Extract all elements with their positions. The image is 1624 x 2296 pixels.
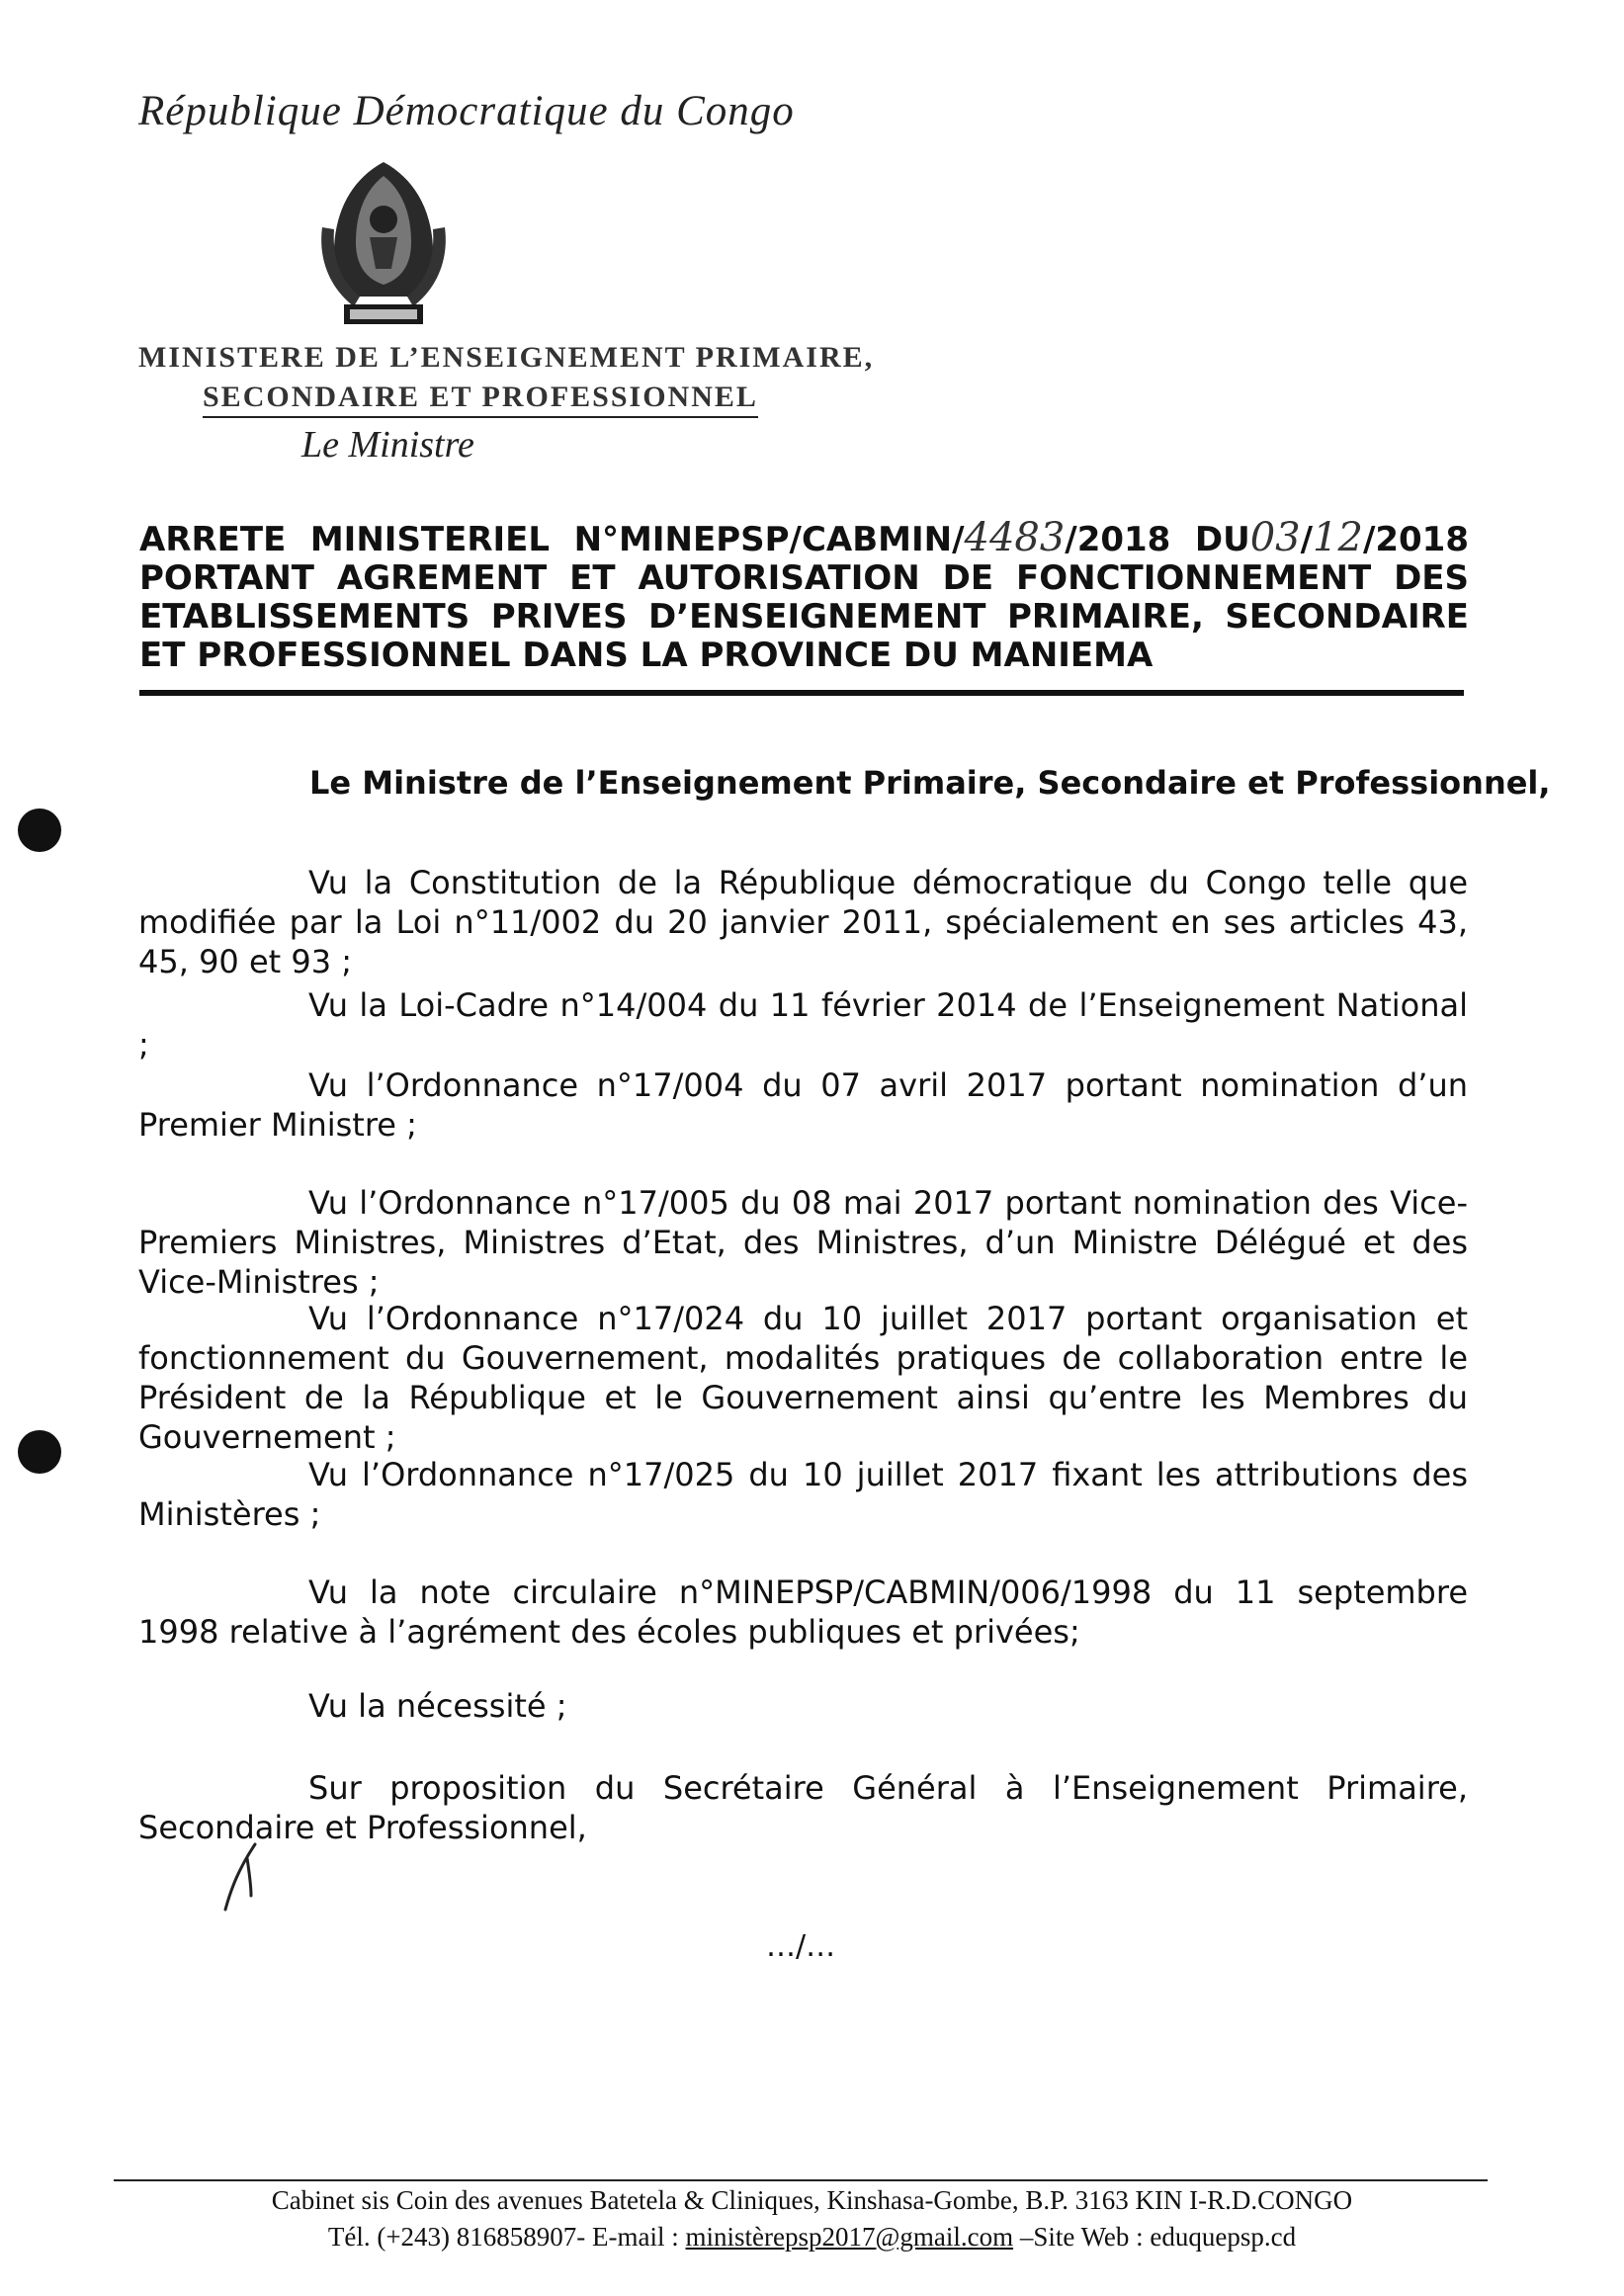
footer-email-link[interactable]: ministèrepsp2017@gmail.com [685,2222,1014,2252]
decree-reference-middle: /2018 DU [1065,520,1250,559]
date-separator: / [1300,520,1314,559]
initials-signature-mark [217,1838,267,1913]
signatory-title: Le Ministre [301,424,474,466]
recital-ordonnance-attributions: Vu l’Ordonnance n°17/025 du 10 juillet 2017 fixant les attributions des Ministères ; [138,1456,1468,1533]
ministry-name-line1: MINISTERE DE L’ENSEIGNEMENT PRIMAIRE, [138,341,875,374]
recital-loi-cadre: Vu la Loi-Cadre n°14/004 du 11 février 2014 de l’Enseignement National ; [138,986,1468,1063]
footer-contact [0,2222,1624,2253]
footer-website-link[interactable]: eduquepsp.cd [1150,2222,1297,2252]
decree-number-handwritten: 4483 [964,515,1066,560]
punch-hole-mark [18,808,61,852]
decree-day-handwritten: 03 [1249,515,1301,560]
decree-year: /2018 [1362,520,1469,559]
decree-subject: PORTANT AGREMENT ET AUTORISATION DE FONCTIONNEMENT DES ETABLISSEMENTS PRIVES D’ENSEIGNEMENT PRIMAIRE, SECONDAIRE ET PROFESSIONNEL DANS LA PROVINCE DU MANIEMA [139,558,1469,675]
decree-reference-prefix: ARRETE MINISTERIEL N°MINEPSP/CABMIN/ [139,520,965,559]
recital-ordonnance-premier-ministre: Vu l’Ordonnance n°17/004 du 07 avril 2017 portant nomination d’un Premier Ministre ; [138,1066,1468,1144]
recital-necessite: Vu la nécessité ; [308,1687,567,1725]
coat-of-arms-emblem [314,158,453,328]
footer-site-label: –Site Web : [1013,2222,1151,2252]
recital-ordonnance-gouvernement: Vu l’Ordonnance n°17/024 du 10 juillet 2017 portant organisation et fonctionnement du Gouvernement, modalités pratiques de collaboration entre le Président de la République et le Gouvernement ainsi qu’entre les Membres du Gouvernement ; [138,1300,1468,1456]
punch-hole-mark [18,1430,61,1474]
republic-name: République Démocratique du Congo [138,88,795,134]
decree-month-handwritten: 12 [1313,515,1363,560]
footer-divider [114,2179,1488,2181]
page-continuation-mark: …/… [766,1929,836,1964]
recital-note-circulaire: Vu la note circulaire n°MINEPSP/CABMIN/006/1998 du 11 septembre 1998 relative à l’agrément des écoles publiques et privées; [138,1573,1468,1651]
recital-ordonnance-ministres: Vu l’Ordonnance n°17/005 du 08 mai 2017 portant nomination des Vice-Premiers Ministres, Ministres d’Etat, des Ministres, d’un Ministre Délégué et des Vice-Ministres ; [138,1184,1468,1301]
ministry-name-line2: SECONDAIRE ET PROFESSIONNEL [203,381,758,418]
decree-title [139,515,1469,675]
recital-constitution: Vu la Constitution de la République démocratique du Congo telle que modifiée par la Loi n°11/002 du 20 janvier 2011, spécialement en ses articles 43, 45, 90 et 93 ; [138,864,1468,980]
footer-phone: Tél. (+243) 816858907- E-mail : [327,2222,686,2252]
title-underline-rule [139,690,1464,696]
recital-proposition: Sur proposition du Secrétaire Général à l’Enseignement Primaire, Secondaire et Professionnel, [138,1769,1468,1846]
footer-address: Cabinet sis Coin des avenues Batetela & Cliniques, Kinshasa-Gombe, B.P. 3163 KIN I-R.D.CONGO [271,2185,1353,2215]
minister-heading: Le Ministre de l’Enseignement Primaire, Secondaire et Professionnel, [309,764,1551,802]
